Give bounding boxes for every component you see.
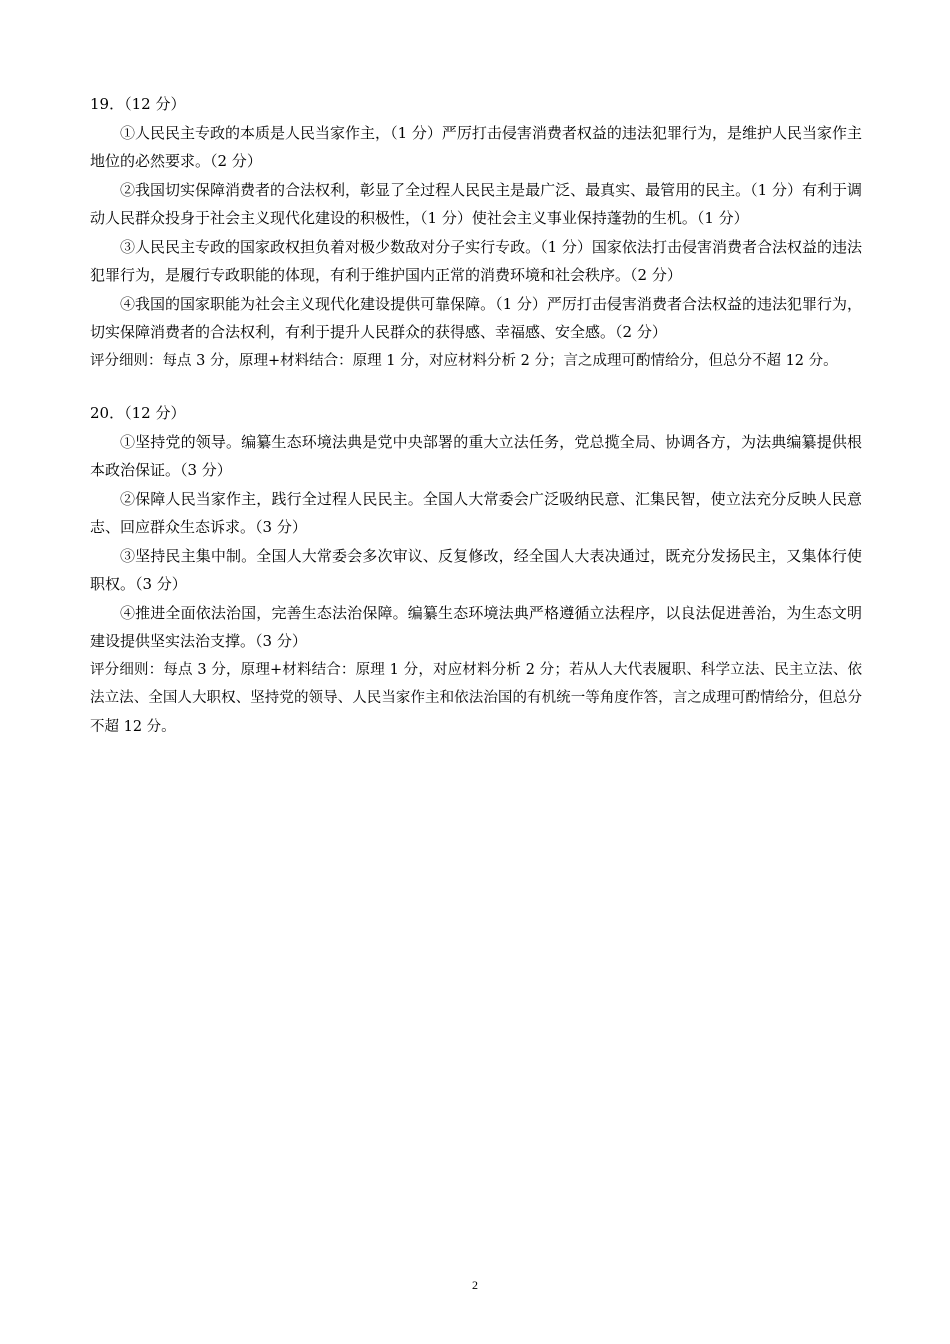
answer-20: [90, 399, 862, 741]
answer-point: ①人民民主专政的本质是人民当家作主，（1 分）严厉打击侵害消费者权益的违法犯罪行为，是维护人民当家作主地位的必然要求。（2 分）: [90, 123, 862, 170]
answer-point: ③人民民主专政的国家政权担负着对极少数敌对分子实行专政。（1 分）国家依法打击侵害消费者合法权益的违法犯罪行为，是履行专政职能的体现，有利于维护国内正常的消费环境和社会秩序。（2 分）: [90, 237, 862, 284]
scoring-note: 评分细则：每点 3 分，原理+材料结合：原理 1 分，对应材料分析 2 分；若从人大代表履职、科学立法、民主立法、依法立法、全国人大职权、坚持党的领导、人民当家作主和依法治国的有机统一等角度作答，言之成理可酌情给分，但总分不超 12 分。: [90, 661, 862, 735]
answer-19: [90, 90, 862, 375]
page-number: 2: [472, 1278, 478, 1292]
scoring-note: 评分细则：每点 3 分，原理+材料结合：原理 1 分，对应材料分析 2 分；言之成理可酌情给分，但总分不超 12 分。: [90, 352, 838, 369]
answer-point: ④推进全面依法治国，完善生态法治保障。编纂生态环境法典严格遵循立法程序，以良法促进善治，为生态文明建设提供坚实法治支撑。（3 分）: [90, 603, 862, 650]
answer-point: ②我国切实保障消费者的合法权利，彰显了全过程人民民主是最广泛、最真实、最管用的民主。（1 分）有利于调动人民群众投身于社会主义现代化建设的积极性，（1 分）使社会主义事业保持蓬勃的生机。（1 分）: [90, 180, 862, 227]
document-body: [90, 90, 862, 765]
question-heading: 19．（12 分）: [90, 95, 186, 113]
answer-point: ④我国的国家职能为社会主义现代化建设提供可靠保障。（1 分）严厉打击侵害消费者合法权益的违法犯罪行为，切实保障消费者的合法权利，有利于提升人民群众的获得感、幸福感、安全感。（2 分）: [90, 294, 862, 341]
answer-point: ①坚持党的领导。编纂生态环境法典是党中央部署的重大立法任务，党总揽全局、协调各方，为法典编纂提供根本政治保证。（3 分）: [90, 432, 862, 479]
answer-point: ②保障人民当家作主，践行全过程人民民主。全国人大常委会广泛吸纳民意、汇集民智，使立法充分反映人民意志、回应群众生态诉求。（3 分）: [90, 489, 862, 536]
answer-point: ③坚持民主集中制。全国人大常委会多次审议、反复修改，经全国人大表决通过，既充分发扬民主，又集体行使职权。（3 分）: [90, 546, 862, 593]
question-heading: 20．（12 分）: [90, 404, 186, 422]
